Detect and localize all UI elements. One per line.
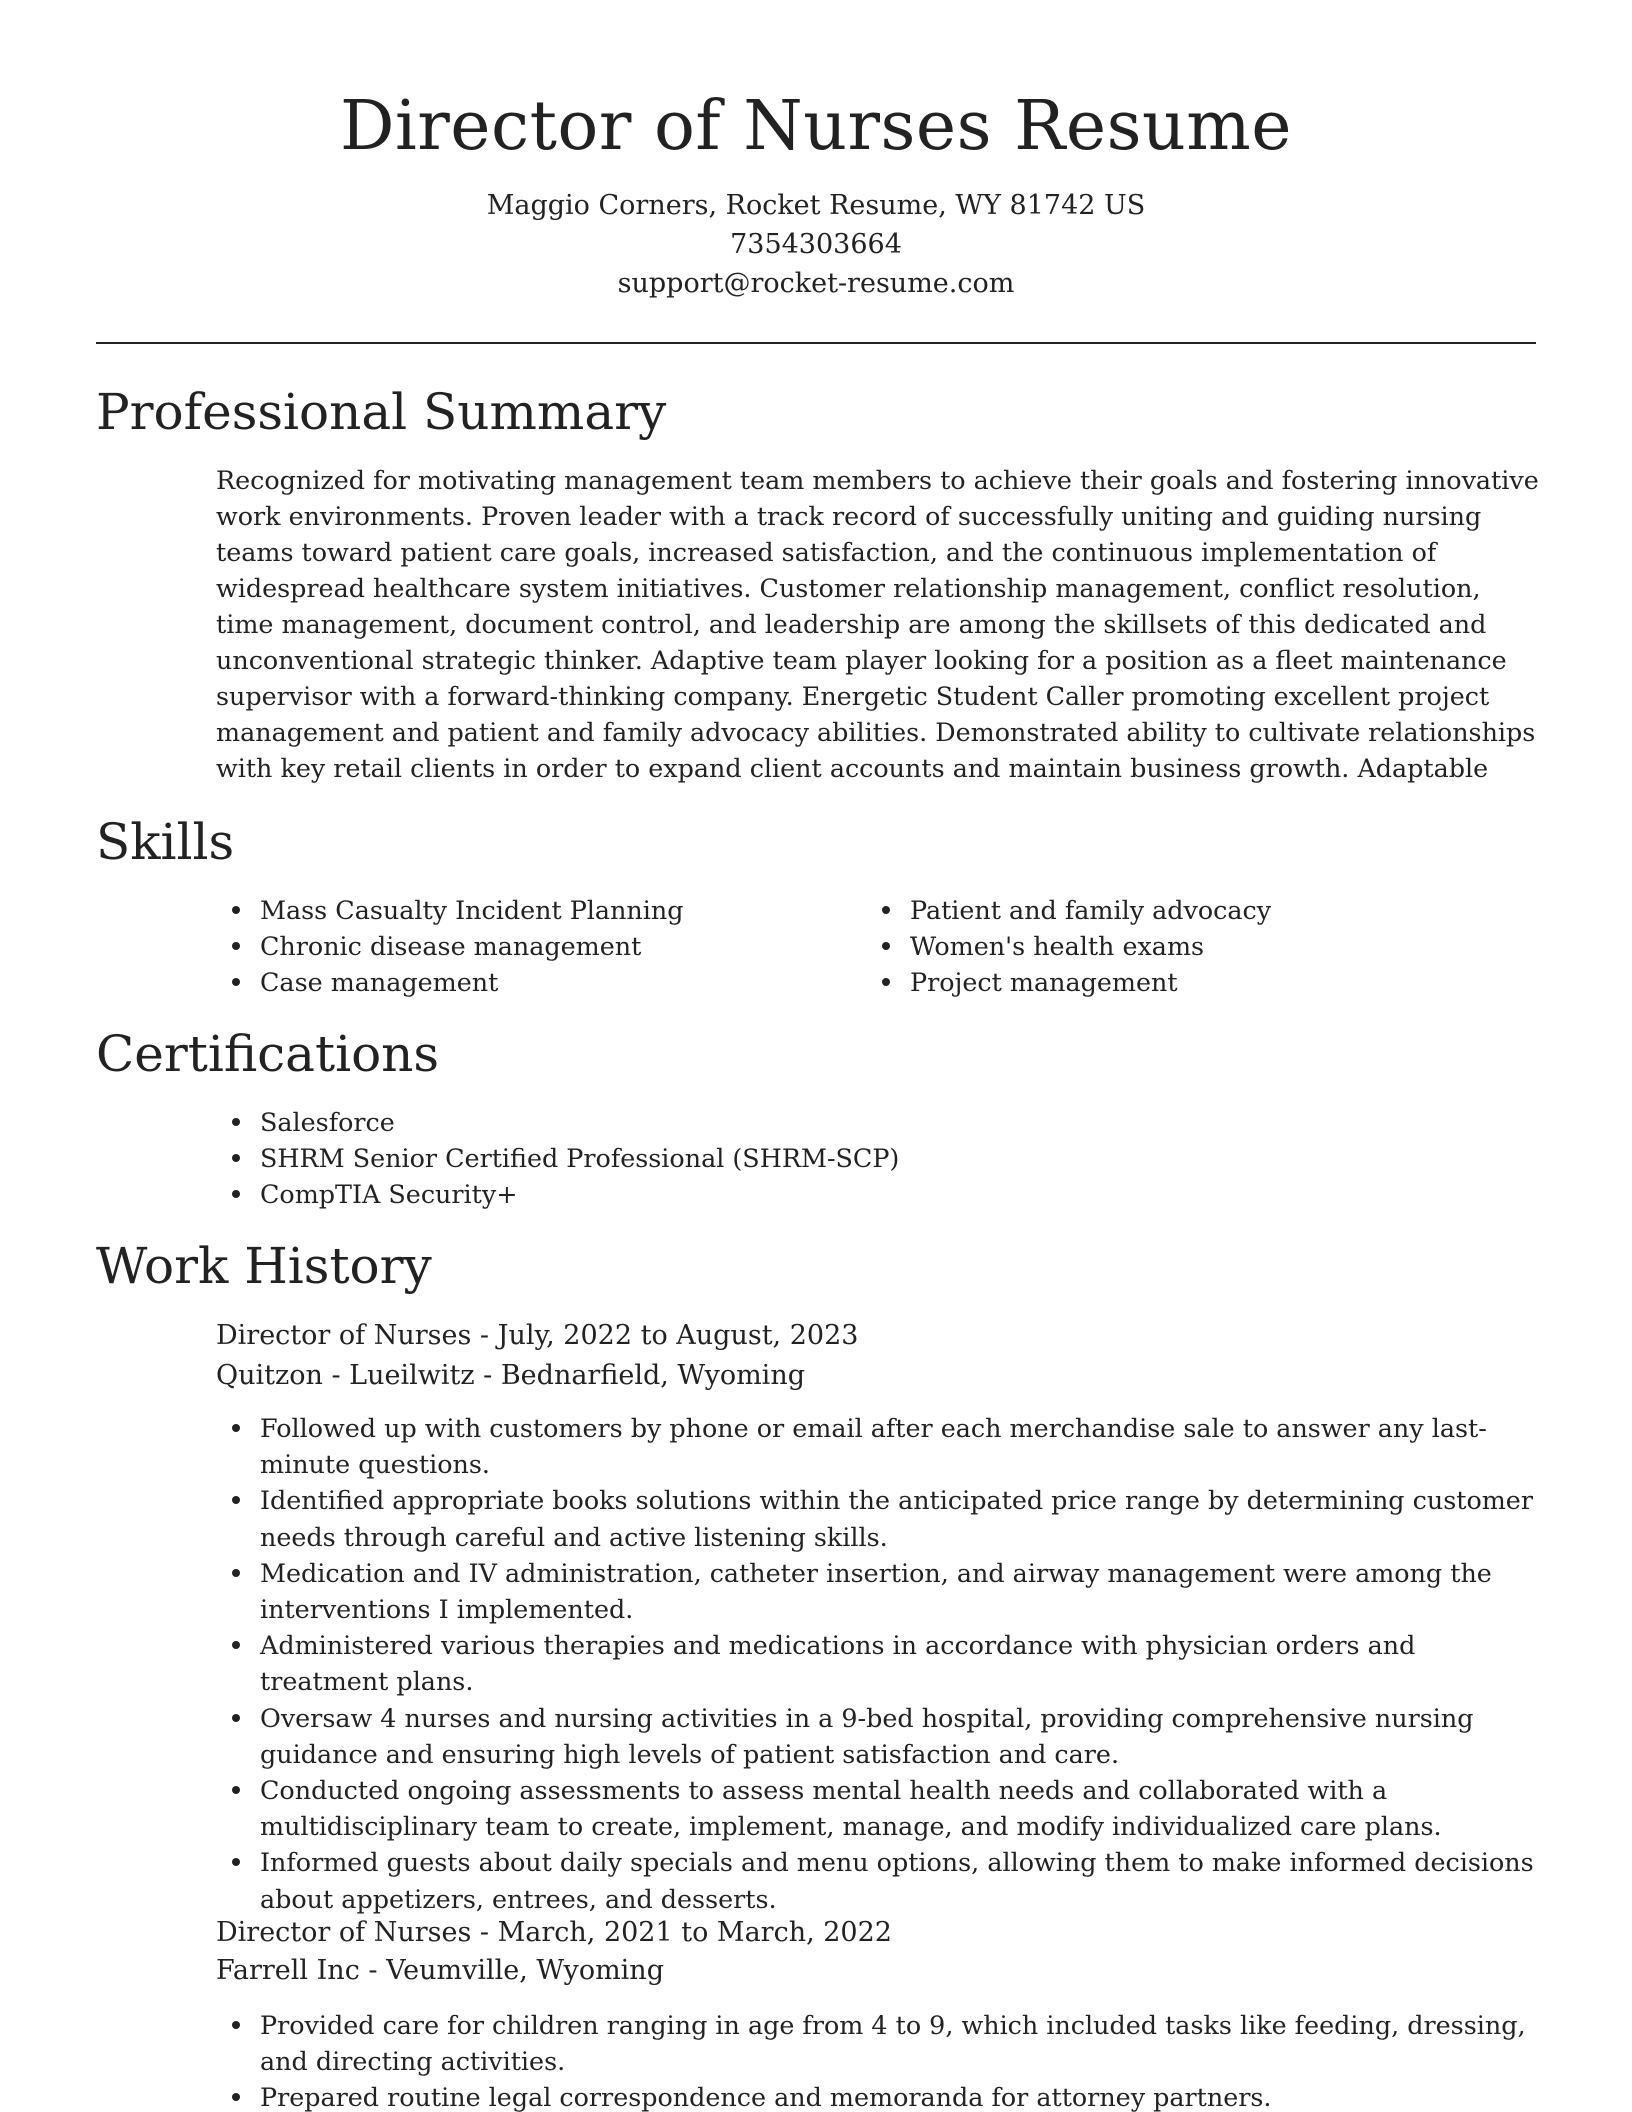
contact-block bbox=[0, 186, 1632, 303]
job-company-line: Farrell Inc - Veumville, Wyoming bbox=[216, 1955, 664, 1986]
skills-right-column bbox=[866, 892, 1526, 1000]
skills-right-list bbox=[866, 892, 1526, 1000]
summary-text: Recognized for motivating management team members to achieve their goals and fostering innovative work environments. Proven leader with a track record of successfully uniting and guiding nursing teams toward patient care goals, increased satisfaction, and the continuous implementation of widespread healthcare system initiatives. Customer relationship management, conflict resolution, time management, document control, and leadership are among the skillsets of this dedicated and unconventional strategic thinker. Adaptive team player looking for a position as a fleet maintenance supervisor with a forward-thinking company. Energetic Student Caller promoting excellent project management and patient and family advocacy abilities. Demonstrated ability to cultivate relationships with key retail clients in order to expand client accounts and maintain business growth. Adaptable bbox=[216, 465, 1539, 783]
skill-item: Mass Casualty Incident Planning bbox=[216, 892, 816, 928]
job-duties-list bbox=[216, 2007, 1551, 2112]
skill-item: Project management bbox=[866, 964, 1526, 1000]
job-duties-list bbox=[216, 1410, 1551, 1917]
skill-item: Chronic disease management bbox=[216, 928, 816, 964]
certifications-heading: Certifications bbox=[96, 1025, 440, 1083]
certification-item: CompTIA Security+ bbox=[216, 1176, 899, 1212]
resume-header bbox=[0, 0, 1632, 303]
job-company-line: Quitzon - Lueilwitz - Bednarfield, Wyoming bbox=[216, 1360, 805, 1391]
duty-item: Conducted ongoing assessments to assess mental health needs and collaborated with a multidisciplinary team to create, implement, manage, and modify individualized care plans. bbox=[216, 1772, 1551, 1844]
document-title: Director of Nurses Resume bbox=[339, 87, 1292, 166]
duty-item: Medication and IV administration, catheter insertion, and airway management were among the interventions I implemented. bbox=[216, 1555, 1551, 1627]
certifications-list bbox=[216, 1104, 899, 1212]
certification-item: SHRM Senior Certified Professional (SHRM-SCP) bbox=[216, 1140, 899, 1176]
skills-left-column bbox=[216, 892, 816, 1000]
skill-item: Patient and family advocacy bbox=[866, 892, 1526, 928]
duty-item: Oversaw 4 nurses and nursing activities in a 9-bed hospital, providing comprehensive nursing guidance and ensuring high levels of patient satisfaction and care. bbox=[216, 1700, 1551, 1772]
skill-item: Case management bbox=[216, 964, 816, 1000]
duty-item: Identified appropriate books solutions within the anticipated price range by determining customer needs through careful and active listening skills. bbox=[216, 1482, 1551, 1554]
work-history-heading: Work History bbox=[96, 1237, 432, 1295]
contact-email: support@rocket-resume.com bbox=[617, 268, 1015, 299]
header-divider bbox=[96, 342, 1536, 344]
duty-item: Administered various therapies and medications in accordance with physician orders and treatment plans. bbox=[216, 1627, 1551, 1699]
contact-phone: 7354303664 bbox=[730, 229, 902, 260]
duty-item: Followed up with customers by phone or email after each merchandise sale to answer any last-minute questions. bbox=[216, 1410, 1551, 1482]
job-title-line: Director of Nurses - March, 2021 to March, 2022 bbox=[216, 1917, 892, 1948]
job-duties bbox=[216, 2007, 1551, 2112]
job-duties bbox=[216, 1410, 1551, 1917]
skills-heading: Skills bbox=[96, 813, 235, 871]
summary-heading: Professional Summary bbox=[96, 383, 667, 441]
contact-address: Maggio Corners, Rocket Resume, WY 81742 US bbox=[486, 190, 1146, 221]
certifications-list-wrap bbox=[216, 1104, 899, 1212]
certification-item: Salesforce bbox=[216, 1104, 899, 1140]
skill-item: Women's health exams bbox=[866, 928, 1526, 964]
duty-item: Prepared routine legal correspondence and memoranda for attorney partners. bbox=[216, 2079, 1551, 2112]
duty-item: Informed guests about daily specials and menu options, allowing them to make informed decisions about appetizers, entrees, and desserts. bbox=[216, 1844, 1551, 1916]
duty-item: Provided care for children ranging in age from 4 to 9, which included tasks like feeding, dressing, and directing activities. bbox=[216, 2007, 1551, 2079]
job-title-line: Director of Nurses - July, 2022 to August, 2023 bbox=[216, 1320, 859, 1351]
skills-left-list bbox=[216, 892, 816, 1000]
